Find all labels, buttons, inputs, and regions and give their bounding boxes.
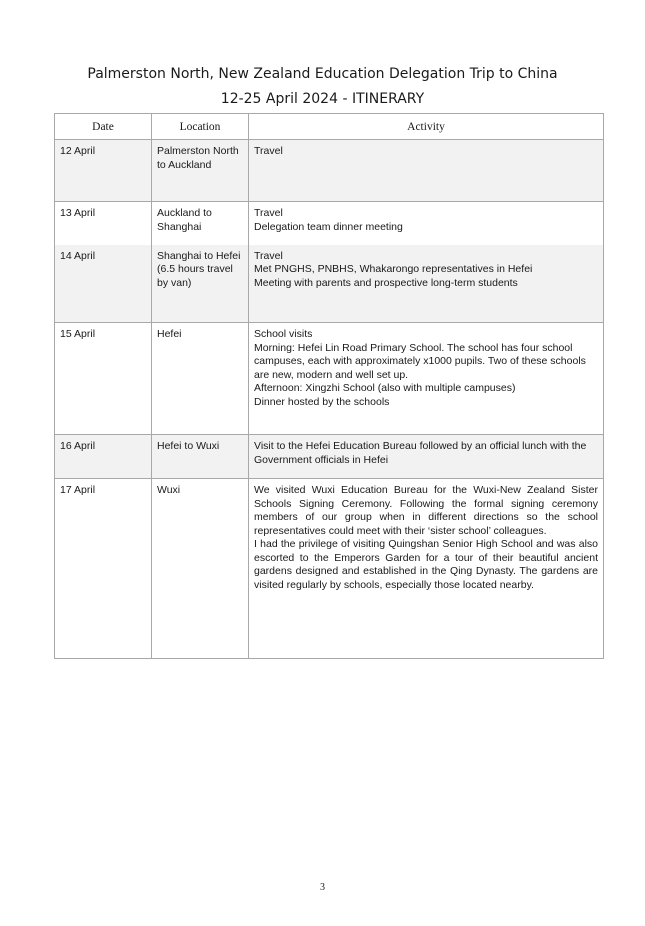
- row-location: Palmerston North to Auckland: [152, 140, 249, 202]
- row-location: Shanghai to Hefei (6.5 hours travel by van): [152, 245, 249, 323]
- row-date: 14 April: [55, 245, 152, 323]
- activity-line: Delegation team dinner meeting: [254, 220, 403, 233]
- row-date: 16 April: [55, 435, 152, 479]
- activity-line: Afternoon: Xingzhi School (also with multiple campuses): [254, 382, 516, 394]
- activity-line: Visit to the Hefei Education Bureau followed by an official lunch with the Government officials in Hefei: [254, 440, 587, 466]
- document-subtitle: 12-25 April 2024 - ITINERARY: [220, 91, 425, 107]
- activity-line: I had the privilege of visiting Quingshan Senior High School and was also escorted to the Emperors Garden for a tour of their beautiful ancient gardens designed and established in the Qing Dynasty. The gardens are visited regularly by schools, especially those located nearby.: [254, 538, 598, 591]
- activity-line: Met PNGHS, PNBHS, Whakarongo representatives in Hefei: [254, 263, 533, 275]
- activity-line: Morning: Hefei Lin Road Primary School. The school has four school campuses, each with approximately x1000 pupils. Two of these schools are new, modern and well set up.: [254, 341, 586, 381]
- row-location: Hefei: [152, 323, 249, 435]
- row-activity: [249, 140, 604, 202]
- header-date: Date: [55, 114, 152, 140]
- activity-line: Travel: [254, 145, 283, 157]
- table-row: [55, 245, 604, 323]
- table-row: [55, 435, 604, 479]
- activity-line: School visits: [254, 328, 313, 340]
- activity-line: We visited Wuxi Education Bureau for the Wuxi-New Zealand Sister Schools Signing Ceremony. Following the formal signing ceremony members of our group when in different directions so the school representatives could meet with their ‘sister school’ colleagues.: [254, 484, 598, 537]
- row-activity: [249, 435, 604, 479]
- activity-line: Dinner hosted by the schools: [254, 395, 390, 408]
- row-activity: [249, 323, 604, 435]
- row-date: 13 April: [55, 202, 152, 245]
- table-row: [55, 323, 604, 435]
- row-location: Auckland to Shanghai: [152, 202, 249, 245]
- table-row: [55, 202, 604, 245]
- row-activity: [249, 202, 604, 245]
- table-row: [55, 140, 604, 202]
- row-date: 17 April: [55, 479, 152, 659]
- itinerary-table: [54, 113, 604, 659]
- table-header-row: [55, 114, 604, 140]
- header-activity: Activity: [249, 114, 604, 140]
- row-location: Hefei to Wuxi: [152, 435, 249, 479]
- row-activity: [249, 245, 604, 323]
- table-row: [55, 479, 604, 659]
- row-activity: [249, 479, 604, 659]
- page-number: 3: [320, 882, 325, 893]
- document-title: Palmerston North, New Zealand Education Delegation Trip to China: [87, 66, 558, 82]
- activity-line: Travel: [254, 249, 283, 262]
- row-date: 15 April: [55, 323, 152, 435]
- activity-line: Travel: [254, 207, 283, 219]
- header-location: Location: [152, 114, 249, 140]
- row-location: Wuxi: [152, 479, 249, 659]
- activity-line: Meeting with parents and prospective long-term students: [254, 276, 518, 289]
- row-date: 12 April: [55, 140, 152, 202]
